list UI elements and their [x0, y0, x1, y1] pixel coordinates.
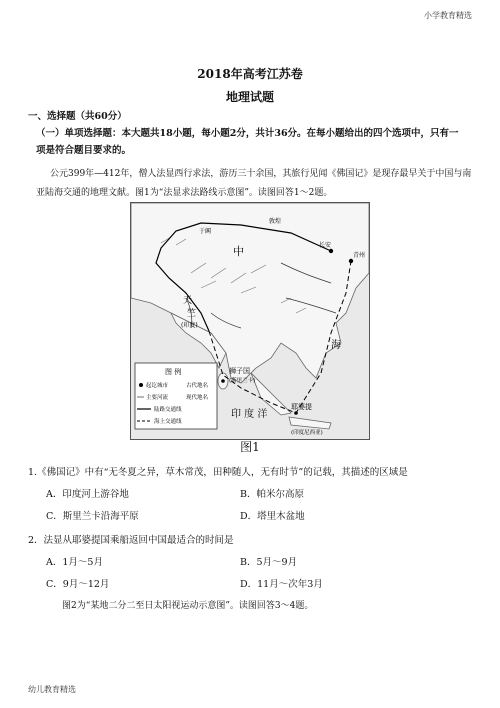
label-qingzhou: 青州 [353, 252, 366, 259]
label-india-note: (印度) [181, 322, 198, 329]
q2-option-d: D．11月～次年3月 [240, 579, 323, 590]
label-shizi: 狮子国 [229, 367, 250, 375]
legend-land: 陆路交通线 [154, 407, 182, 413]
city-dot [221, 379, 225, 383]
label-indon-note: (印度尼西亚) [291, 430, 323, 436]
q1-option-b: B．帕米尔高原 [240, 489, 304, 500]
label-sri-note: (斯里兰卡) [229, 378, 256, 384]
route-map-svg [131, 203, 369, 439]
label-dunhuang: 敦煌 [269, 218, 282, 225]
route-map [130, 202, 370, 440]
exam-title: 2018年高考江苏卷 [197, 67, 303, 81]
legend-ancient: 古代地名 [186, 383, 209, 389]
label-yutian: 于阗 [199, 228, 212, 235]
footer-note: 幼儿教育精选 [28, 685, 76, 694]
city-dot [329, 249, 333, 253]
label-indian-ocean: 印 度 洋 [231, 409, 268, 420]
label-tianzhu-2: 竺 [187, 309, 197, 319]
figure-caption: 图1 [240, 440, 260, 454]
instructions: （一）单项选择题：本大题共18小题，每小题2分，共计36分。在每小题给出的四个选项中，只有一项是符合题目要求的。 [36, 128, 459, 156]
legend-river: 主要河流 [146, 395, 169, 401]
question-1-stem: 1.《佛国记》中有“无冬夏之异，草木常茂，田种随人，无有时节”的记载，其描述的区域是 [28, 467, 408, 478]
label-hai: 海 [331, 340, 341, 351]
q1-option-c: C．斯里兰卡沿海平原 [46, 511, 139, 522]
q2-option-c: C．9月～12月 [46, 579, 110, 590]
intro-paragraph: 公元399年—412年，僧人法显西行求法，游历三十余国，其旅行见闻《佛国记》是现存最早关于中国与南亚陆海交通的地理文献。图1为“法显求法路线示意图”。读图回答1～2题。 [36, 169, 472, 198]
section-heading: 一、选择题（共60分） [28, 111, 127, 122]
legend-sea: 海上交通线 [154, 419, 182, 425]
q2-option-a: A．1月～5月 [46, 557, 103, 568]
question-2-stem: 2．法显从耶婆提国乘船返回中国最适合的时间是 [28, 535, 234, 546]
q2-option-b: B．5月～9月 [240, 557, 298, 568]
header-note: 小学教育精选 [424, 11, 472, 20]
city-dot [294, 411, 298, 415]
figure-2-intro: 图2为“某地二分二至日太阳视运动示意图”。读图回答3～4题。 [62, 601, 314, 611]
label-zhong: 中 [233, 245, 244, 258]
label-chang-an: 长安 [319, 242, 332, 249]
legend-modern: 现代地名 [186, 395, 209, 401]
map-legend [135, 363, 217, 429]
city-dot [349, 259, 353, 263]
subject-title: 地理试题 [225, 90, 274, 104]
q1-option-d: D．塔里木盆地 [240, 511, 305, 522]
label-tianzhu-1: 天 [183, 296, 193, 306]
legend-title: 图 例 [165, 368, 182, 376]
q1-option-a: A．印度河上游谷地 [46, 489, 129, 500]
legend-city: 起讫城市 [146, 383, 169, 389]
label-yeboti: 耶婆提 [291, 403, 312, 411]
